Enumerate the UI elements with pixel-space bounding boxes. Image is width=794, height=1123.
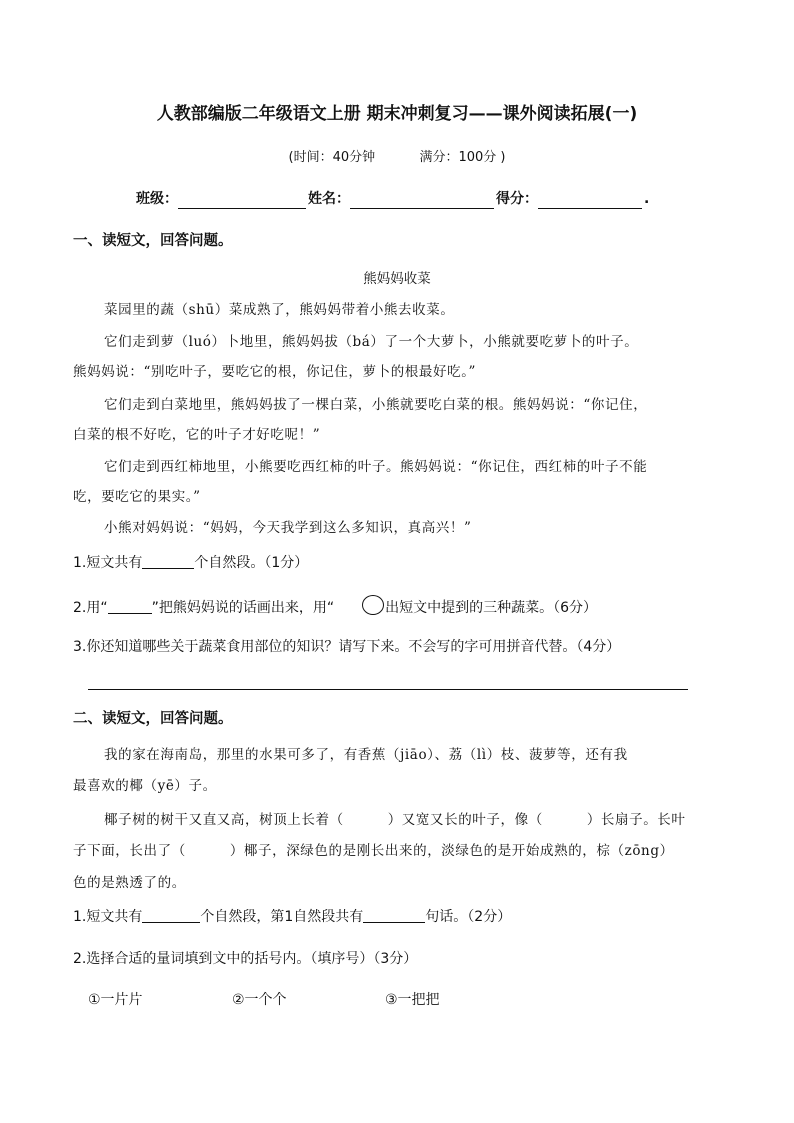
passage1-paragraph-1: 菜园里的蔬（shū）菜成熟了，熊妈妈带着小熊去收菜。 xyxy=(104,302,455,318)
section1-question-1 xyxy=(73,553,308,573)
question-text: ”把熊妈妈说的话画出来，用“ xyxy=(151,600,335,616)
question-text: 1.短文共有 xyxy=(73,909,143,925)
passage1-paragraph-4b: 吃，要吃它的果实。” xyxy=(73,489,201,505)
passage-text: 椰子树的树干又直又高，树顶上长着（ xyxy=(104,812,344,828)
passage1-paragraph-3b: 白菜的根不好吃，它的叶子才好吃呢！” xyxy=(73,427,321,443)
passage2-paragraph-1b: 最喜欢的椰（yē）子。 xyxy=(73,778,217,794)
passage1-paragraph-5: 小熊对妈妈说：“妈妈，今天我学到这么多知识，真高兴！” xyxy=(104,520,472,536)
section1-heading: 一、读短文，回答问题。 xyxy=(73,233,233,249)
passage-text: ）又宽又长的叶子，像（ xyxy=(387,812,543,828)
exam-meta xyxy=(0,148,794,168)
class-label: 班级： xyxy=(136,191,178,207)
full-score: 满分：100分 ) xyxy=(419,150,506,165)
section2-question-1 xyxy=(73,907,511,927)
passage1-paragraph-2a: 它们走到萝（luó）卜地里，熊妈妈拔（bá）了一个大萝卜，小熊就要吃萝卜的叶子。 xyxy=(104,334,639,350)
circle-symbol-icon xyxy=(362,595,384,615)
passage2-paragraph-2a xyxy=(104,810,686,830)
section1-question-3: 3.你还知道哪些关于蔬菜食用部位的知识？请写下来。不会写的字可用拼音代替。（4分） xyxy=(73,639,621,655)
passage2-paragraph-2b xyxy=(73,841,674,861)
option-2: ②一个个 xyxy=(232,992,287,1008)
name-field[interactable] xyxy=(350,192,494,209)
question-text: 个自然段，第1自然段共有 xyxy=(200,909,364,925)
section1-question-2 xyxy=(73,595,597,618)
section2-question-2: 2.选择合适的量词填到文中的括号内。（填序号）（3分） xyxy=(73,951,418,967)
passage1-title: 熊妈妈收菜 xyxy=(363,271,431,287)
passage1-paragraph-4a: 它们走到西红柿地里，小熊要吃西红柿的叶子。熊妈妈说：“你记住，西红柿的叶子不能 xyxy=(104,459,648,475)
score-field[interactable] xyxy=(538,192,642,209)
passage1-paragraph-3a: 它们走到白菜地里，熊妈妈拔了一棵白菜，小熊就要吃白菜的根。熊妈妈说：“你记住， xyxy=(104,397,648,413)
passage2-paragraph-1a: 我的家在海南岛，那里的水果可多了，有香蕉（jiāo）、荔（lì）枝、菠萝等，还有我 xyxy=(104,747,628,763)
passage-text: ）长扇子。长叶 xyxy=(586,812,686,828)
question-text: 出短文中提到的三种蔬菜。（6分） xyxy=(385,600,598,616)
passage2-paragraph-2c: 色的是熟透了的。 xyxy=(73,875,186,891)
student-info-row xyxy=(136,189,649,209)
score-field-end: . xyxy=(644,191,650,207)
page-title: 人教部编版二年级语文上册 期末冲刺复习——课外阅读拓展(一) xyxy=(156,104,638,124)
section2-heading: 二、读短文，回答问题。 xyxy=(73,711,233,727)
answer-blank[interactable] xyxy=(363,908,425,923)
option-3: ③一把把 xyxy=(385,992,440,1008)
answer-blank[interactable] xyxy=(142,908,200,923)
question-text: 句话。（2分） xyxy=(425,909,512,925)
passage-text: ）椰子，深绿色的是刚长出来的，淡绿色的是开始成熟的，棕（zōng） xyxy=(229,843,674,859)
underline-symbol xyxy=(108,599,152,614)
score-label: 得分： xyxy=(496,191,538,207)
question-text: 个自然段。（1分） xyxy=(194,555,309,571)
question-text: 1.短文共有 xyxy=(73,555,143,571)
option-1: ①一片片 xyxy=(88,992,143,1008)
passage1-paragraph-2b: 熊妈妈说：“别吃叶子，要吃它的根，你记住，萝卜的根最好吃。” xyxy=(73,364,477,380)
passage-text: 子下面，长出了（ xyxy=(73,843,186,859)
question-text: 2.用“ xyxy=(73,600,108,616)
name-label: 姓名： xyxy=(308,191,350,207)
answer-line[interactable] xyxy=(88,689,688,690)
answer-blank[interactable] xyxy=(142,554,194,569)
time-limit: (时间：40分钟 xyxy=(288,150,376,165)
class-field[interactable] xyxy=(178,192,306,209)
